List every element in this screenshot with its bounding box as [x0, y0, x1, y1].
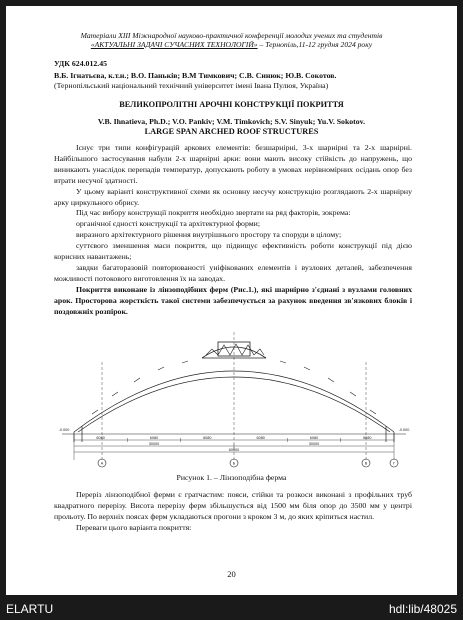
- paragraph: Покриття виконане із лінзоподібних ферм (Рис.1.), які шарнірно з'єднані з вузлами головних арок. Просторова жорсткість такої системи забезпечується за рахунок введення зв'язкових блоків і поздовжніх розпірок.: [54, 284, 412, 316]
- paragraph: виразного архітектурного рішення внутрішнього простору та споруди в цілому;: [76, 230, 342, 240]
- elevation-mark-right: -0.000: [398, 428, 410, 432]
- figure-caption: Рисунок 1. – Лінзоподібна ферма: [176, 473, 287, 482]
- dim-label: 6080: [149, 436, 159, 440]
- conference-header-line1: Матеріали XIII Міжнародної науково-практичної конференції молодих учених та студентів: [80, 31, 383, 40]
- authors-en: V.B. Ihnatieva, Ph.D.; V.O. Pankiv; V.M. Timkovich; S.V. Sinyuk; Yu.V. Sokotov.: [97, 117, 366, 126]
- viewer-footer: [0, 597, 463, 620]
- udk-code: УДК 624.012.45: [54, 59, 107, 68]
- elevation-mark-left: -0.000: [58, 428, 70, 432]
- repository-name: ELARTU: [6, 602, 54, 616]
- dim-label: 60000: [228, 448, 240, 452]
- lens-truss-drawing: [52, 322, 416, 470]
- document-page: [6, 6, 457, 595]
- axis-label: B: [364, 461, 368, 466]
- paragraph: завдки багаторазовій повторюваності уніфікованих елементів і вузлових деталей, забезпечення можливості потокового виготовлення їх на заводах.: [54, 262, 412, 283]
- paragraph: У цьому варіанті конструктивної схеми як основну несучу конструкцію розглядають 2-х шарнірну арку циркульного обрису.: [54, 186, 412, 207]
- paragraph: суттєвого зменшення маси покриття, що підвищує ефективність роботи конструкції під дією корисних навантажень;: [54, 241, 412, 262]
- dim-label: 30000: [308, 442, 320, 446]
- lens-truss-diagonals: [206, 344, 264, 355]
- handle-id: hdl:lib/48025: [388, 602, 457, 616]
- body-text-continued: [54, 490, 412, 534]
- paragraph: Існує три типи конфігурацій аркових елементів: безшарнірні, 3-х шарнірні та 2-х шарнірні. Найбільшого застосування набули 2-х шарнірні арки: вони мають високу стійкість до напружень, що виникають унаслідок перепадів температур, допускають роботу в умовах нерівномірних осідань опор без втрати несучої здатності.: [54, 143, 412, 185]
- title-en: LARGE SPAN ARCHED ROOF STRUCTURES: [144, 127, 319, 136]
- paragraph: Під час вибору конструкції покриття необхідно звертати на ряд факторів, зокрема:: [76, 208, 351, 218]
- conference-date: – Тернопіль,11-12 грудня 2024 року: [257, 40, 373, 49]
- dim-label: 6080: [96, 436, 105, 440]
- axis-label: Г: [392, 461, 396, 466]
- axis-label: Б: [232, 461, 236, 466]
- axis-label: A: [100, 461, 104, 466]
- conference-name: «АКТУАЛЬНІ ЗАДАЧІ СУЧАСНИХ ТЕХНОЛОГІЙ»: [90, 40, 258, 49]
- dim-label: 6080: [309, 436, 319, 440]
- authors-ua: В.Б. Ігнатьєва, к.т.н.; В.О. Паньків; В.М Тимкович; С.В. Синюк; Ю.В. Сокотов.: [54, 71, 337, 80]
- page-number: 20: [227, 569, 236, 579]
- paragraph: Переріз лінзоподібної ферми є гратчастим: пояси, стійки та розкоси виконані з профільних труб квадратного перерізу. Висота перерізу ферм збільшується від 1500 мм біля опор до 3500 мм у центрі прольоту. По верхніх поясах ферм укладаються прогони з кроком 3 м, до яких кріпиться настил.: [54, 490, 412, 521]
- dim-label: 6080: [363, 436, 372, 440]
- body-text: [54, 143, 412, 318]
- conference-header-line2: [6, 40, 457, 49]
- dim-label: 6080: [203, 436, 212, 440]
- affiliation: (Тернопільський національний технічний університет імені Івана Пулюя, Україна): [54, 81, 329, 90]
- title-ua: ВЕЛИКОПРОЛІТНІ АРОЧНІ КОНСТРУКЦІЇ ПОКРИТТЯ: [119, 100, 344, 109]
- dim-label: 30000: [148, 442, 160, 446]
- paragraph: органічної єдності конструкції та архітектурної форми;: [76, 219, 261, 229]
- dim-label: 6080: [256, 436, 265, 440]
- paragraph: Переваги цього варіанта покриття:: [76, 522, 192, 532]
